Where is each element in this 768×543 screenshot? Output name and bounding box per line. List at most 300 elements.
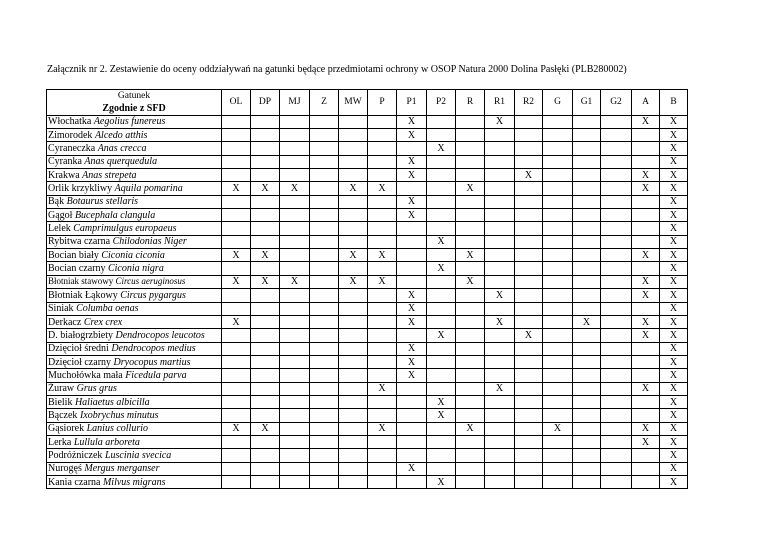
mark-cell-p1 — [397, 235, 427, 248]
species-latin-name: Anas strepeta — [82, 169, 137, 181]
mark-cell-mj — [280, 449, 310, 462]
species-latin-name: Circus pygargus — [120, 289, 186, 301]
mark-cell-g1 — [573, 142, 601, 155]
mark-cell-b: X — [660, 249, 688, 262]
mark-cell-p2 — [427, 449, 456, 462]
mark-cell-b: X — [660, 302, 688, 315]
table-row — [47, 115, 688, 128]
mark-cell-r1 — [485, 209, 515, 222]
mark-cell-a — [632, 449, 660, 462]
table-row — [47, 435, 688, 448]
column-header-r1: R1 — [485, 90, 515, 116]
mark-cell-g1 — [573, 382, 601, 395]
mark-cell-dp — [251, 222, 280, 235]
mark-cell-p2 — [427, 355, 456, 368]
species-latin-name: Anas crecca — [97, 143, 147, 155]
mark-cell-r2: X — [515, 169, 543, 182]
mark-cell-dp — [251, 115, 280, 128]
mark-cell-mw — [339, 355, 368, 368]
species-column-header: Gatunek — [47, 90, 222, 103]
mark-cell-mj — [280, 235, 310, 248]
mark-cell-r1: X — [485, 315, 515, 328]
mark-cell-z — [310, 142, 339, 155]
mark-cell-dp — [251, 235, 280, 248]
mark-cell-r — [456, 315, 485, 328]
mark-cell-g — [543, 195, 573, 208]
mark-cell-ol — [222, 289, 251, 302]
mark-cell-z — [310, 209, 339, 222]
mark-cell-p1 — [397, 449, 427, 462]
species-name — [47, 222, 222, 235]
mark-cell-g — [543, 209, 573, 222]
mark-cell-mj — [280, 355, 310, 368]
mark-cell-a — [632, 155, 660, 168]
mark-cell-p1 — [397, 262, 427, 275]
mark-cell-g1 — [573, 129, 601, 142]
mark-cell-z — [310, 262, 339, 275]
mark-cell-ol — [222, 342, 251, 355]
mark-cell-b: X — [660, 222, 688, 235]
mark-cell-z — [310, 289, 339, 302]
species-common-name: Bielik — [48, 396, 73, 408]
mark-cell-r1: X — [485, 382, 515, 395]
mark-cell-ol — [222, 409, 251, 422]
mark-cell-mj — [280, 115, 310, 128]
mark-cell-ol — [222, 115, 251, 128]
mark-cell-r2 — [515, 142, 543, 155]
table-row — [47, 182, 688, 195]
mark-cell-r1 — [485, 342, 515, 355]
mark-cell-p1: X — [397, 289, 427, 302]
mark-cell-a: X — [632, 329, 660, 342]
mark-cell-r2 — [515, 315, 543, 328]
table-row — [47, 462, 688, 475]
mark-cell-g — [543, 155, 573, 168]
mark-cell-ol — [222, 435, 251, 448]
mark-cell-b: X — [660, 235, 688, 248]
mark-cell-p1: X — [397, 209, 427, 222]
table-row — [47, 395, 688, 408]
table-row — [47, 142, 688, 155]
mark-cell-p2: X — [427, 409, 456, 422]
mark-cell-b: X — [660, 382, 688, 395]
mark-cell-z — [310, 222, 339, 235]
mark-cell-r1 — [485, 302, 515, 315]
species-common-name: Włochatka — [48, 116, 92, 128]
mark-cell-p1: X — [397, 315, 427, 328]
mark-cell-ol — [222, 262, 251, 275]
species-common-name: Siniak — [48, 303, 74, 315]
mark-cell-p1 — [397, 475, 427, 488]
mark-cell-g — [543, 382, 573, 395]
mark-cell-p1: X — [397, 169, 427, 182]
mark-cell-mw — [339, 342, 368, 355]
species-common-name: Bocian biały — [48, 249, 99, 261]
species-name — [47, 302, 222, 315]
mark-cell-r1 — [485, 355, 515, 368]
mark-cell-p1: X — [397, 355, 427, 368]
mark-cell-ol — [222, 369, 251, 382]
table-row — [47, 129, 688, 142]
mark-cell-r2 — [515, 475, 543, 488]
mark-cell-z — [310, 395, 339, 408]
mark-cell-r2: X — [515, 329, 543, 342]
mark-cell-mw — [339, 262, 368, 275]
mark-cell-a — [632, 262, 660, 275]
mark-cell-g — [543, 142, 573, 155]
mark-cell-r1 — [485, 262, 515, 275]
mark-cell-p1: X — [397, 369, 427, 382]
mark-cell-r2 — [515, 235, 543, 248]
mark-cell-r2 — [515, 249, 543, 262]
mark-cell-g — [543, 275, 573, 288]
mark-cell-p1: X — [397, 342, 427, 355]
mark-cell-g1 — [573, 302, 601, 315]
species-name — [47, 142, 222, 155]
mark-cell-g — [543, 395, 573, 408]
mark-cell-mw — [339, 475, 368, 488]
mark-cell-dp — [251, 302, 280, 315]
mark-cell-r2 — [515, 302, 543, 315]
mark-cell-b: X — [660, 329, 688, 342]
mark-cell-mw — [339, 129, 368, 142]
species-common-name: Dzięcioł średni — [48, 343, 109, 355]
mark-cell-r1 — [485, 435, 515, 448]
mark-cell-r — [456, 382, 485, 395]
mark-cell-b: X — [660, 142, 688, 155]
species-name — [47, 289, 222, 302]
mark-cell-r2 — [515, 195, 543, 208]
mark-cell-mj — [280, 422, 310, 435]
mark-cell-a — [632, 369, 660, 382]
mark-cell-dp — [251, 209, 280, 222]
mark-cell-g2 — [601, 115, 632, 128]
mark-cell-b: X — [660, 449, 688, 462]
mark-cell-mw — [339, 289, 368, 302]
species-name — [47, 342, 222, 355]
mark-cell-b: X — [660, 129, 688, 142]
species-common-name: Nurogęś — [48, 463, 82, 475]
mark-cell-mj — [280, 222, 310, 235]
mark-cell-b: X — [660, 275, 688, 288]
mark-cell-a — [632, 209, 660, 222]
mark-cell-r1 — [485, 142, 515, 155]
species-name — [47, 169, 222, 182]
mark-cell-g1: X — [573, 315, 601, 328]
species-common-name: Derkacz — [48, 316, 82, 328]
mark-cell-b: X — [660, 409, 688, 422]
mark-cell-g2 — [601, 369, 632, 382]
mark-cell-mw — [339, 209, 368, 222]
mark-cell-p: X — [368, 382, 397, 395]
mark-cell-g2 — [601, 142, 632, 155]
mark-cell-r1 — [485, 329, 515, 342]
mark-cell-g — [543, 249, 573, 262]
mark-cell-g — [543, 462, 573, 475]
mark-cell-r1 — [485, 249, 515, 262]
mark-cell-p2 — [427, 275, 456, 288]
mark-cell-g2 — [601, 462, 632, 475]
mark-cell-mj — [280, 342, 310, 355]
mark-cell-r — [456, 355, 485, 368]
table-row — [47, 275, 688, 288]
mark-cell-r — [456, 449, 485, 462]
mark-cell-b: X — [660, 155, 688, 168]
document-caption: Załącznik nr 2. Zestawienie do oceny oddziaływań na gatunki będące przedmiotami ochrony w OSOP Natura 2000 Dolina Pasłęki (PLB280002) — [47, 64, 627, 75]
mark-cell-p2: X — [427, 395, 456, 408]
species-latin-name: Ciconia ciconia — [101, 249, 165, 261]
species-name — [47, 382, 222, 395]
mark-cell-p — [368, 235, 397, 248]
mark-cell-a: X — [632, 182, 660, 195]
mark-cell-mw — [339, 302, 368, 315]
mark-cell-p — [368, 395, 397, 408]
mark-cell-mj — [280, 462, 310, 475]
mark-cell-mw: X — [339, 182, 368, 195]
mark-cell-dp — [251, 195, 280, 208]
species-latin-name: Columba oenas — [76, 303, 139, 315]
mark-cell-r1 — [485, 475, 515, 488]
mark-cell-p — [368, 369, 397, 382]
mark-cell-p2: X — [427, 142, 456, 155]
mark-cell-b: X — [660, 355, 688, 368]
mark-cell-p2 — [427, 289, 456, 302]
table-row — [47, 475, 688, 488]
column-header-g: G — [543, 90, 573, 116]
mark-cell-dp — [251, 329, 280, 342]
mark-cell-dp — [251, 409, 280, 422]
table-row — [47, 329, 688, 342]
mark-cell-p — [368, 462, 397, 475]
mark-cell-r2 — [515, 209, 543, 222]
mark-cell-ol — [222, 142, 251, 155]
species-name — [47, 355, 222, 368]
mark-cell-z — [310, 169, 339, 182]
mark-cell-mj — [280, 155, 310, 168]
mark-cell-a — [632, 342, 660, 355]
species-common-name: Zimorodek — [48, 129, 93, 141]
mark-cell-a — [632, 395, 660, 408]
mark-cell-dp — [251, 462, 280, 475]
species-name — [47, 449, 222, 462]
mark-cell-dp — [251, 289, 280, 302]
mark-cell-z — [310, 329, 339, 342]
mark-cell-p — [368, 195, 397, 208]
species-latin-name: Luscinia svecica — [104, 449, 172, 461]
species-common-name: Podróżniczek — [48, 449, 103, 461]
mark-cell-g — [543, 182, 573, 195]
species-name — [47, 115, 222, 128]
mark-cell-p1 — [397, 249, 427, 262]
table-row — [47, 262, 688, 275]
mark-cell-mw — [339, 409, 368, 422]
mark-cell-p2 — [427, 222, 456, 235]
mark-cell-p — [368, 169, 397, 182]
mark-cell-r — [456, 342, 485, 355]
mark-cell-mw — [339, 195, 368, 208]
mark-cell-z — [310, 195, 339, 208]
mark-cell-r: X — [456, 249, 485, 262]
mark-cell-g1 — [573, 182, 601, 195]
species-common-name: Lelek — [48, 223, 71, 235]
mark-cell-r — [456, 115, 485, 128]
mark-cell-mj — [280, 195, 310, 208]
mark-cell-p1 — [397, 275, 427, 288]
mark-cell-r: X — [456, 422, 485, 435]
mark-cell-r2 — [515, 409, 543, 422]
mark-cell-mw — [339, 382, 368, 395]
mark-cell-b: X — [660, 315, 688, 328]
mark-cell-mj — [280, 369, 310, 382]
mark-cell-ol: X — [222, 315, 251, 328]
mark-cell-g — [543, 262, 573, 275]
column-header-p2: P2 — [427, 90, 456, 116]
mark-cell-mw — [339, 462, 368, 475]
species-latin-name: Grus grus — [76, 383, 117, 395]
mark-cell-g — [543, 449, 573, 462]
species-name — [47, 409, 222, 422]
mark-cell-mj: X — [280, 275, 310, 288]
mark-cell-r1: X — [485, 115, 515, 128]
mark-cell-p1 — [397, 409, 427, 422]
mark-cell-z — [310, 382, 339, 395]
mark-cell-r1 — [485, 129, 515, 142]
species-common-name: Orlik krzykliwy — [48, 183, 113, 195]
mark-cell-r — [456, 462, 485, 475]
mark-cell-z — [310, 275, 339, 288]
mark-cell-mw — [339, 422, 368, 435]
mark-cell-g1 — [573, 115, 601, 128]
mark-cell-r2 — [515, 289, 543, 302]
species-latin-name: Botaurus stellaris — [66, 196, 139, 208]
mark-cell-r — [456, 155, 485, 168]
mark-cell-r — [456, 262, 485, 275]
mark-cell-g2 — [601, 315, 632, 328]
mark-cell-p1 — [397, 382, 427, 395]
mark-cell-b: X — [660, 342, 688, 355]
mark-cell-a — [632, 475, 660, 488]
mark-cell-p2 — [427, 315, 456, 328]
species-common-name: Muchołówka mała — [48, 369, 123, 381]
mark-cell-g1 — [573, 369, 601, 382]
mark-cell-z — [310, 449, 339, 462]
mark-cell-r — [456, 395, 485, 408]
mark-cell-p: X — [368, 422, 397, 435]
mark-cell-b: X — [660, 422, 688, 435]
mark-cell-ol — [222, 382, 251, 395]
mark-cell-r — [456, 129, 485, 142]
mark-cell-r — [456, 409, 485, 422]
mark-cell-ol: X — [222, 275, 251, 288]
mark-cell-dp: X — [251, 275, 280, 288]
mark-cell-g1 — [573, 275, 601, 288]
mark-cell-dp: X — [251, 249, 280, 262]
mark-cell-p1: X — [397, 155, 427, 168]
mark-cell-g — [543, 235, 573, 248]
mark-cell-g — [543, 355, 573, 368]
mark-cell-p1 — [397, 422, 427, 435]
mark-cell-z — [310, 115, 339, 128]
species-name — [47, 475, 222, 488]
mark-cell-p2: X — [427, 329, 456, 342]
species-common-name: Gągoł — [48, 209, 73, 221]
table-row — [47, 422, 688, 435]
mark-cell-dp — [251, 315, 280, 328]
mark-cell-b: X — [660, 209, 688, 222]
species-common-name: D. białogrzbiety — [48, 329, 113, 341]
column-header-p1: P1 — [397, 90, 427, 116]
mark-cell-mj — [280, 302, 310, 315]
mark-cell-g: X — [543, 422, 573, 435]
mark-cell-r2 — [515, 449, 543, 462]
mark-cell-r2 — [515, 422, 543, 435]
mark-cell-ol — [222, 155, 251, 168]
mark-cell-a — [632, 355, 660, 368]
mark-cell-a: X — [632, 315, 660, 328]
mark-cell-b: X — [660, 262, 688, 275]
species-latin-name: Haliaetus albicilla — [74, 396, 150, 408]
species-common-name: Dzięcioł czarny — [48, 356, 112, 368]
mark-cell-mj — [280, 289, 310, 302]
mark-cell-p — [368, 262, 397, 275]
mark-cell-ol — [222, 222, 251, 235]
mark-cell-b: X — [660, 395, 688, 408]
mark-cell-p — [368, 329, 397, 342]
mark-cell-mj — [280, 129, 310, 142]
mark-cell-ol — [222, 449, 251, 462]
column-header-mj: MJ — [280, 90, 310, 116]
mark-cell-r1 — [485, 409, 515, 422]
mark-cell-mj — [280, 249, 310, 262]
mark-cell-r — [456, 222, 485, 235]
mark-cell-g1 — [573, 409, 601, 422]
mark-cell-p2 — [427, 209, 456, 222]
mark-cell-r2 — [515, 435, 543, 448]
mark-cell-g1 — [573, 195, 601, 208]
table-row — [47, 369, 688, 382]
species-common-name: Błotniak Łąkowy — [48, 289, 118, 301]
mark-cell-g2 — [601, 209, 632, 222]
table-row — [47, 155, 688, 168]
mark-cell-a: X — [632, 422, 660, 435]
table-row — [47, 355, 688, 368]
mark-cell-g1 — [573, 222, 601, 235]
mark-cell-r2 — [515, 355, 543, 368]
mark-cell-g2 — [601, 435, 632, 448]
species-name — [47, 275, 222, 288]
species-common-name: Cyranka — [48, 156, 82, 168]
mark-cell-g2 — [601, 395, 632, 408]
table-row — [47, 289, 688, 302]
species-latin-name: Aegolius funereus — [93, 116, 166, 128]
mark-cell-p1 — [397, 395, 427, 408]
mark-cell-g2 — [601, 449, 632, 462]
mark-cell-mw: X — [339, 249, 368, 262]
mark-cell-g2 — [601, 342, 632, 355]
mark-cell-g2 — [601, 169, 632, 182]
mark-cell-ol — [222, 329, 251, 342]
mark-cell-ol — [222, 462, 251, 475]
species-name — [47, 435, 222, 448]
mark-cell-g1 — [573, 262, 601, 275]
species-latin-name: Dendrocopos medius — [111, 343, 196, 355]
mark-cell-p1: X — [397, 129, 427, 142]
table-row — [47, 342, 688, 355]
mark-cell-g — [543, 409, 573, 422]
mark-cell-p2 — [427, 249, 456, 262]
species-latin-name: Lanius collurio — [86, 423, 149, 435]
mark-cell-r — [456, 235, 485, 248]
